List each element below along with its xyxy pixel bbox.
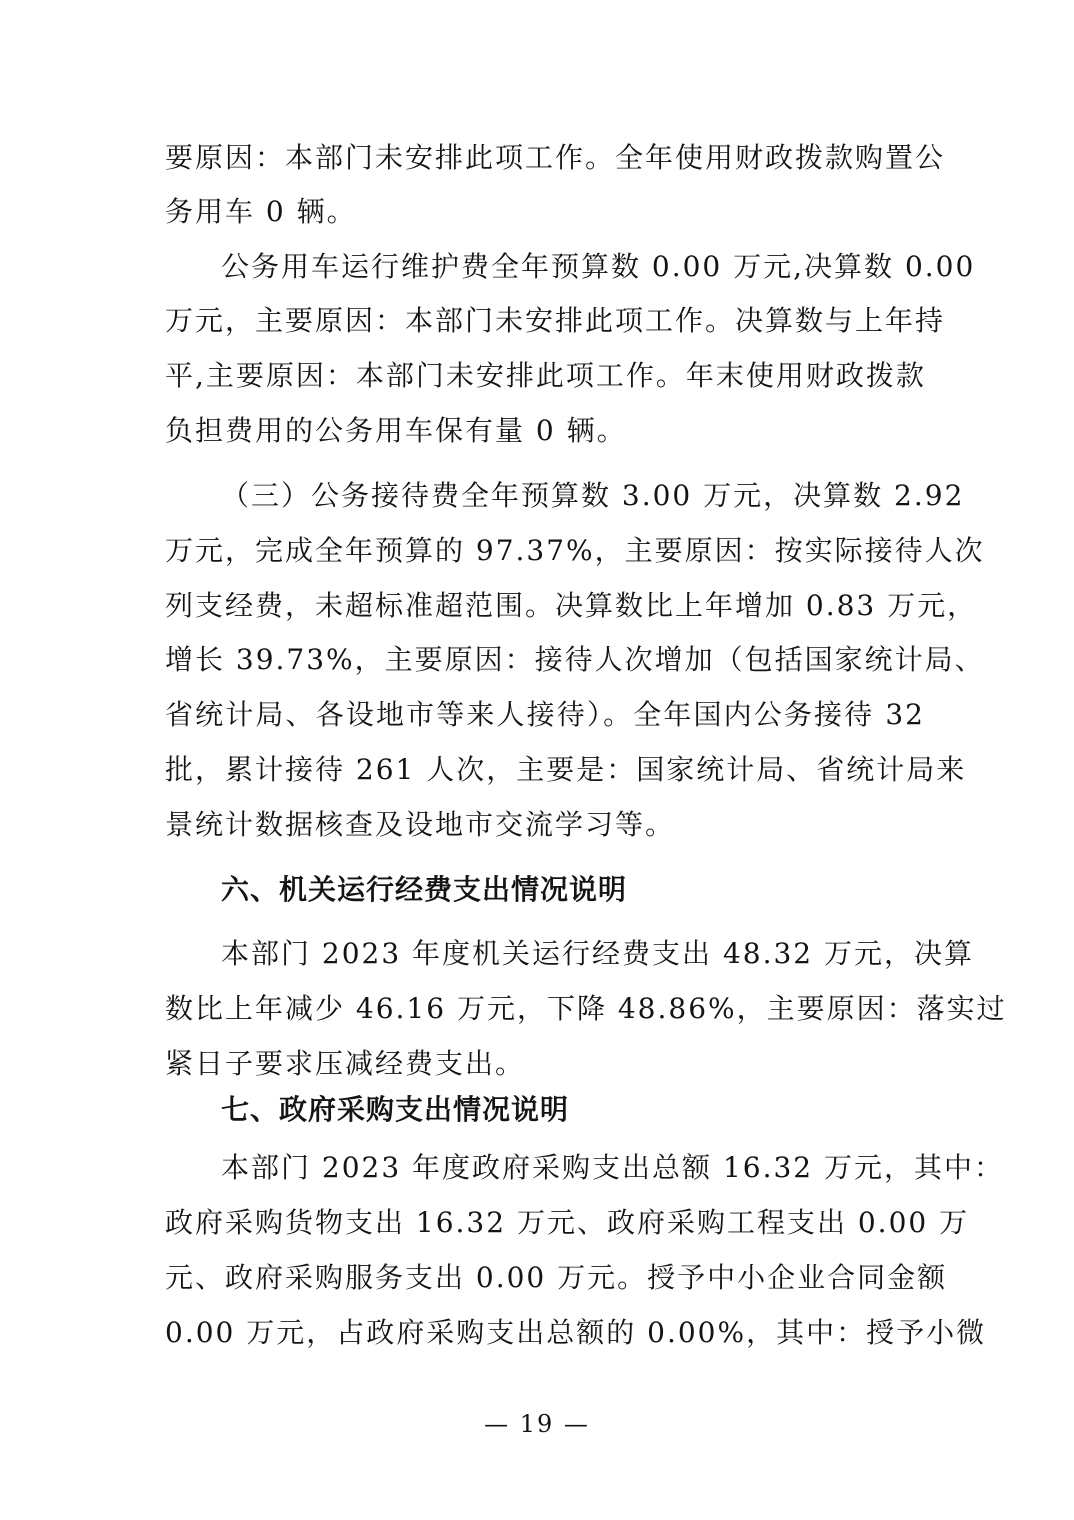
section-heading: 七、政府采购支出情况说明 <box>221 1093 570 1126</box>
paragraph-line: 本部门 2023 年度政府采购支出总额 16.32 万元，其中： <box>221 1151 1005 1184</box>
paragraph-line: 要原因：本部门未安排此项工作。全年使用财政拨款购置公 <box>165 141 946 174</box>
paragraph-line: 紧日子要求压减经费支出。 <box>165 1047 526 1080</box>
page-number: — 19 — <box>484 1410 590 1438</box>
paragraph-line: 元、政府采购服务支出 0.00 万元。授予中小企业合同金额 <box>165 1261 948 1294</box>
paragraph-line: 增长 39.73%，主要原因：接待人次增加（包括国家统计局、 <box>165 643 985 676</box>
paragraph-line: 本部门 2023 年度机关运行经费支出 48.32 万元，决算 <box>221 937 975 970</box>
paragraph-line: 平,主要原因：本部门未安排此项工作。年末使用财政拨款 <box>165 359 926 392</box>
section-heading: 六、机关运行经费支出情况说明 <box>221 873 628 906</box>
paragraph-line: 批，累计接待 261 人次，主要是：国家统计局、省统计局来 <box>165 753 967 786</box>
paragraph-line: 政府采购货物支出 16.32 万元、政府采购工程支出 0.00 万 <box>165 1206 970 1239</box>
paragraph-line: 务用车 0 辆。 <box>165 195 357 228</box>
paragraph-line: 数比上年减少 46.16 万元，下降 48.86%，主要原因：落实过 <box>165 992 1007 1025</box>
paragraph-line: 景统计数据核查及设地市交流学习等。 <box>165 808 676 841</box>
paragraph-line: 万元，完成全年预算的 97.37%，主要原因：按实际接待人次 <box>165 534 985 567</box>
paragraph-line: （三）公务接待费全年预算数 3.00 万元，决算数 2.92 <box>221 479 965 512</box>
paragraph-line: 0.00 万元，占政府采购支出总额的 0.00%，其中：授予小微 <box>165 1316 987 1349</box>
paragraph-line: 列支经费，未超标准超范围。决算数比上年增加 0.83 万元， <box>165 589 978 622</box>
paragraph-line: 万元，主要原因：本部门未安排此项工作。决算数与上年持 <box>165 304 946 337</box>
paragraph-line: 省统计局、各设地市等来人接待）。全年国内公务接待 32 <box>165 698 925 731</box>
paragraph-line: 负担费用的公务用车保有量 0 辆。 <box>165 414 627 447</box>
paragraph-line: 公务用车运行维护费全年预算数 0.00 万元,决算数 0.00 <box>221 250 976 283</box>
